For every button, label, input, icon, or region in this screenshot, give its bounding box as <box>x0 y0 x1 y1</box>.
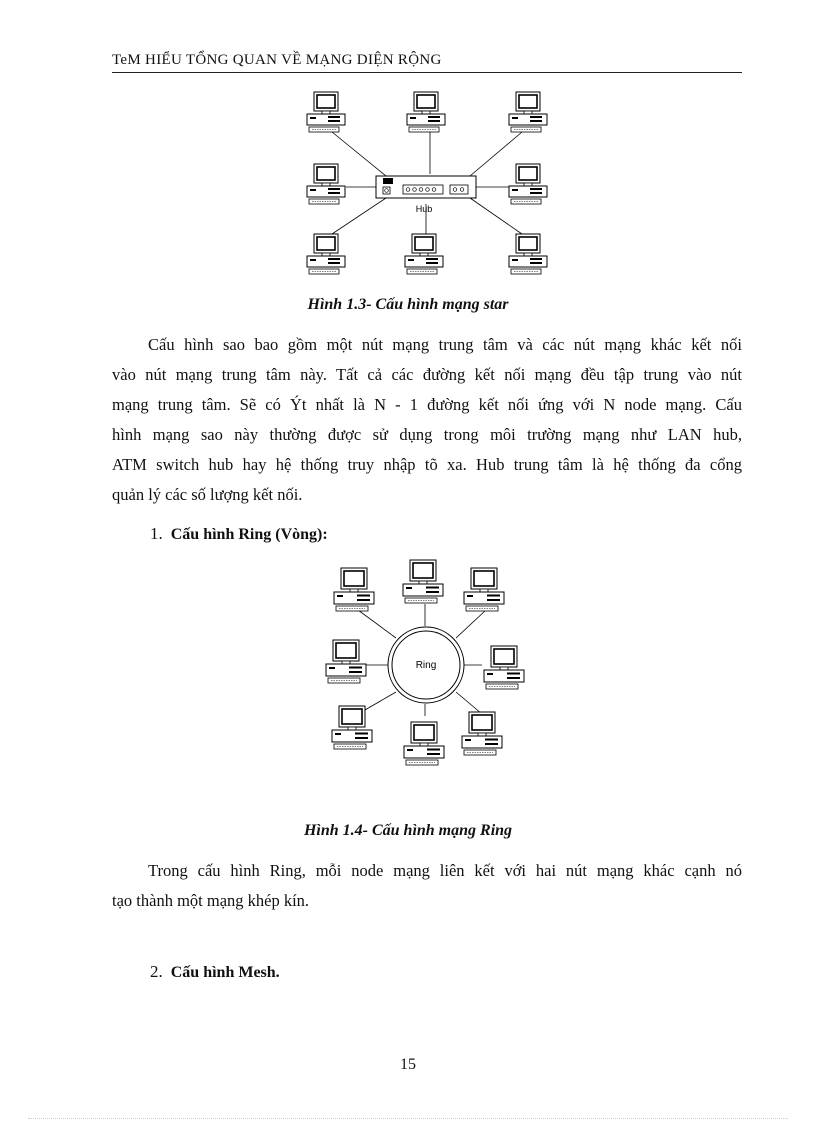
computer-icon <box>326 640 366 683</box>
header-rule <box>112 72 742 73</box>
paragraph-line: ATM switch hub hay hệ thống truy nhập tõ xa. Hub trung tâm là hệ thống đa cổng <box>112 455 742 474</box>
computer-icon <box>332 706 372 749</box>
figure-caption-ring: Hình 1.4- Cấu hình mạng Ring <box>303 822 513 839</box>
section-title: Cấu hình Mesh. <box>170 964 280 981</box>
paragraph-line: vào nút mạng trung tâm này. Tất cả các đường kết nối mạng đều tập trung vào nút <box>112 365 742 384</box>
paragraph-line: hình mạng sao này thường được sử dụng trong môi trường mạng như LAN hub, <box>112 425 742 444</box>
section-title: Cấu hình Ring (Vòng): <box>170 526 328 543</box>
section-heading-mesh <box>150 962 280 982</box>
paragraph-star <box>112 330 742 510</box>
computer-icon <box>404 722 444 765</box>
computer-icon <box>509 92 547 132</box>
computer-icon <box>509 234 547 274</box>
section-heading-ring <box>150 524 328 544</box>
computer-icon <box>462 712 502 755</box>
section-number: 2. <box>150 962 163 981</box>
computer-icon <box>307 164 345 204</box>
computer-icon <box>403 560 443 603</box>
computer-icon <box>334 568 374 611</box>
paragraph-line: quản lý các số lượng kết nối. <box>112 485 303 504</box>
paragraph-line: mạng trung tâm. Sẽ có Ýt nhất là N - 1 đường kết nối ứng với N node mạng. Cấu <box>112 395 742 414</box>
computer-icon <box>307 92 345 132</box>
section-number: 1. <box>150 524 163 543</box>
paragraph-line: tạo thành một mạng khép kín. <box>112 891 310 910</box>
star-topology-diagram <box>290 84 560 284</box>
paragraph-line: Cấu hình sao bao gồm một nút mạng trung tâm và các nút mạng khác kết nối <box>148 335 742 354</box>
ring-label: Ring <box>415 660 437 671</box>
paragraph-line: Trong cấu hình Ring, mỗi node mạng liên kết với hai nút mạng khác cạnh nó <box>148 861 742 880</box>
running-header: TeM HIỂU TỔNG QUAN VỀ MẠNG DIỆN RỘNG <box>112 52 442 68</box>
hub-device <box>376 176 476 198</box>
computer-icon <box>509 164 547 204</box>
computer-icon <box>405 234 443 274</box>
page-bottom-rule <box>28 1118 788 1119</box>
computer-icon <box>407 92 445 132</box>
hub-label: Hub <box>415 204 433 214</box>
paragraph-ring <box>112 856 742 916</box>
figure-caption-star: Hình 1.3- Cấu hình mạng star <box>307 296 509 313</box>
computer-icon <box>484 646 524 689</box>
computer-icon <box>464 568 504 611</box>
page-number: 15 <box>400 1056 416 1073</box>
ring-topology-diagram <box>310 552 540 782</box>
computer-icon <box>307 234 345 274</box>
